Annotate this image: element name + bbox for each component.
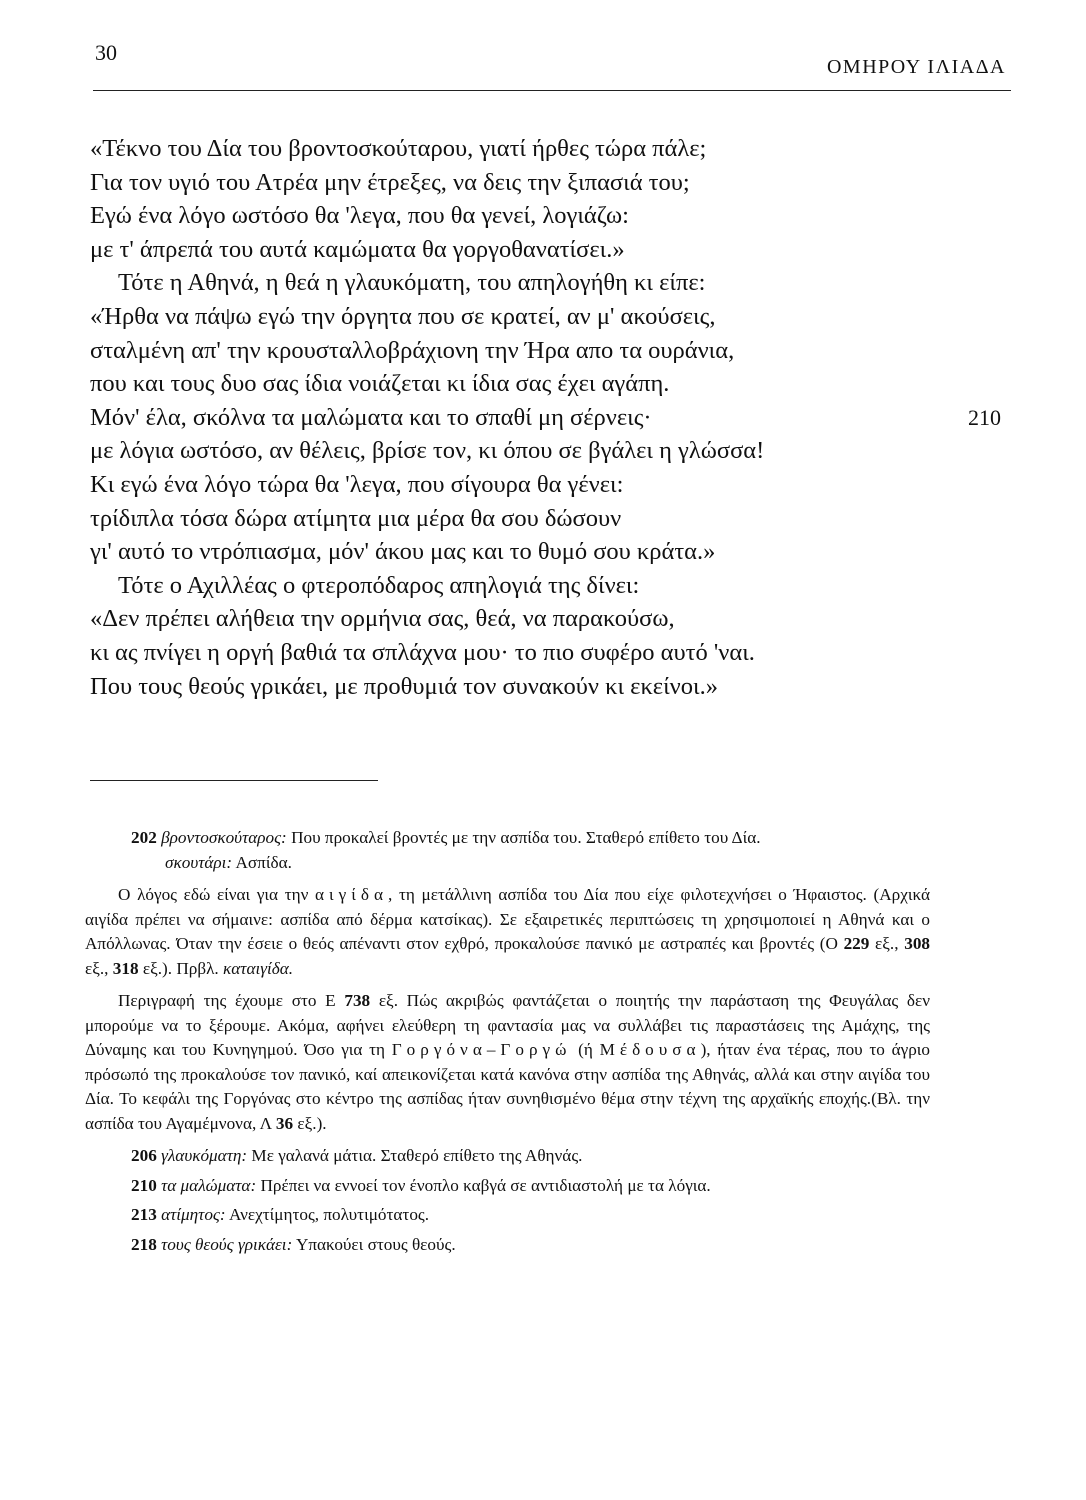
verse-reference: 229 xyxy=(843,934,870,953)
footnote-text: Ανεχτίμητος, πολυτιμότατος. xyxy=(225,1205,430,1224)
footnote-text: Με γαλανά μάτια. Σταθερό επίθετο της Αθηνάς. xyxy=(247,1146,583,1165)
text-run: , τη μετάλλινη ασπίδα του Δία που είχε φιλοτεχνήσει ο Ήφαιστος. (Αρχικά αιγίδα πρέπει να σήμαινε: ασπίδα από δέρμα κατσίκας). Σε εξαιρετικές περιπτώσεις τη χρησιμοποιεί η Αθηνά και ο Απόλλωνας. Όταν την έσειε ο θεός απέναντι στον εχθρό, προκαλούσε πανικό με αστραπές και βροντές (Ο xyxy=(85,885,930,953)
verse-line: «Δεν πρέπει αλήθεια την ορμήνια σας, θεά, να παρακούσω, xyxy=(90,605,675,633)
footnote-term: βροντοσκούταρος: xyxy=(161,828,287,847)
footnote-skoutari xyxy=(85,851,930,876)
footnote-number: 206 xyxy=(131,1146,157,1165)
text-run: εξ.). Πρβλ. xyxy=(138,958,224,978)
footnote-number: 210 xyxy=(131,1175,157,1195)
footnote-description-paragraph xyxy=(85,989,930,1136)
running-title: ΟΜΗΡΟΥ ΙΛΙΑΔΑ xyxy=(826,56,1006,78)
footnote-202 xyxy=(85,826,930,851)
footnote-term: τους θεούς γρικάει: xyxy=(161,1234,293,1254)
verse-reference: 308 xyxy=(904,934,930,953)
text-run: (ή xyxy=(571,1040,600,1059)
spaced-word: Γοργόνα–Γοργώ xyxy=(391,1040,572,1059)
verse-line: κι ας πνίγει η οργή βαθιά τα σπλάχνα μου· το πιο συφέρο αυτό 'ναι. xyxy=(90,638,755,666)
verse-line: Που τους θεούς γρικάει, με προθυμιά τον συνακούν κι εκείνοι.» xyxy=(90,672,718,700)
line-number: 210 xyxy=(968,404,1001,430)
footnote-text: Πρέπει να εννοεί τον ένοπλο καβγά σε αντιδιαστολή με τα λόγια. xyxy=(256,1175,711,1195)
text-run: εξ., xyxy=(85,958,113,978)
footnote-term: σκουτάρι: xyxy=(165,852,233,872)
verse-line: Για τον υγιό του Ατρέα μην έτρεξες, να δεις την ξιπασιά του; xyxy=(90,168,690,196)
footnote-term: τα μαλώματα: xyxy=(161,1175,257,1195)
verse-line: Τότε η Αθηνά, η θεά η γλαυκόματη, του απηλογήθη κι είπε: xyxy=(118,269,706,297)
verse-text: Μόν' έλα, σκόλνα τα μαλώματα και το σπαθί μη σέρνεις· xyxy=(90,403,652,431)
text-run: εξ. Πώς ακριβώς φαντάζεται ο ποιητής την παράσταση της Φευγάλας δεν μπορούμε να το ξέρουμε. Ακόμα, αφήνει ελεύθερη τη φαντασία μας να συλλάβει τις παραστάσεις της Αμάχης, της Δύναμης και του Κυνηγημού. Όσο για τη xyxy=(85,991,931,1059)
footnote-text: Υπακούει στους θεούς. xyxy=(292,1234,456,1254)
header-rule xyxy=(93,90,1011,91)
text-run: εξ.). xyxy=(293,1113,327,1133)
text-run: εξ., xyxy=(869,934,905,953)
verse-reference: 36 xyxy=(275,1113,294,1133)
footnote-text: Που προκαλεί βροντές με την ασπίδα του. Σταθερό επίθετο του Δία. xyxy=(286,828,761,847)
spaced-word: αιγίδα xyxy=(315,885,388,904)
footnote-term: ατίμητος: xyxy=(161,1205,226,1224)
verse-line: με λόγια ωστόσο, αν θέλεις, βρίσε τον, κι όπου σε βγάλει η γλώσσα! xyxy=(90,437,765,465)
footnote-213 xyxy=(85,1203,930,1228)
footnote-text: Ασπίδα. xyxy=(232,852,292,872)
text-run: Ο λόγος εδώ είναι για την xyxy=(118,885,316,904)
footnote-number: 213 xyxy=(131,1205,157,1224)
verse-line: «Τέκνο του Δία του βροντοσκούταρου, γιατί ήρθες τώρα πάλε; xyxy=(90,135,707,162)
footnote-number: 202 xyxy=(131,828,157,847)
verse-line: σταλμένη απ' την κρουσταλλοβράχιονη την Ήρα απο τα ουράνια, xyxy=(90,336,735,364)
verse-reference: 318 xyxy=(112,958,139,978)
footnote-number: 218 xyxy=(131,1234,157,1254)
verse-line-210 xyxy=(90,401,1001,435)
spaced-word: Μέδουσα xyxy=(599,1040,701,1059)
footnote-rule xyxy=(90,780,378,781)
text-run: ), ήταν ένα τέρας, που το άγριο πρόσωπό της προκαλούσε τον πανικό, καί απεικονίζεται κατά κανόνα στην ασπίδα της Αθηνάς, αλλά και στην αιγίδα του Δία. Το κεφάλι της Γοργόνας στο κέντρο της ασπίδας ήταν συνηθισμένο θέμα στην τέχνη της αρχαϊκής εποχής.(Βλ. την ασπίδα του Αγαμέμνονα, Λ xyxy=(85,1040,930,1133)
text-run: Περιγραφή της έχουμε στο Ε xyxy=(118,991,345,1010)
italic-word: καταιγίδα. xyxy=(223,958,294,978)
verse-line: Τότε ο Αχιλλέας ο φτεροπόδαρος απηλογιά της δίνει: xyxy=(118,571,640,599)
poem-text xyxy=(90,132,1001,703)
verse-line: με τ' άπρεπά του αυτά καμώματα θα γοργοθανατίσει.» xyxy=(90,235,625,263)
verse-reference: 738 xyxy=(344,991,371,1010)
verse-line: Κι εγώ ένα λόγο τώρα θα 'λεγα, που σίγουρα θα γένει: xyxy=(90,470,624,498)
footnote-210 xyxy=(85,1174,930,1199)
verse-line: τρίδιπλα τόσα δώρα ατίμητα μια μέρα θα σου δώσουν xyxy=(90,504,622,532)
footnotes xyxy=(85,826,930,1257)
footnote-218 xyxy=(85,1233,930,1258)
footnote-206 xyxy=(85,1144,930,1169)
verse-line: «Ήρθα να πάψω εγώ την όργητα που σε κρατεί, αν μ' ακούσεις, xyxy=(90,302,716,330)
page-number: 30 xyxy=(95,40,117,65)
verse-line: Εγώ ένα λόγο ωστόσο θα 'λεγα, που θα γενεί, λογιάζω: xyxy=(90,202,629,230)
verse-line: γι' αυτό το ντρόπιασμα, μόν' άκου μας και το θυμό σου κράτα.» xyxy=(90,538,716,566)
verse-line: που και τους δυο σας ίδια νοιάζεται κι ίδια σας έχει αγάπη. xyxy=(90,370,670,398)
footnote-term: γλαυκόματη: xyxy=(161,1146,248,1165)
footnote-aegis-paragraph xyxy=(85,883,930,981)
